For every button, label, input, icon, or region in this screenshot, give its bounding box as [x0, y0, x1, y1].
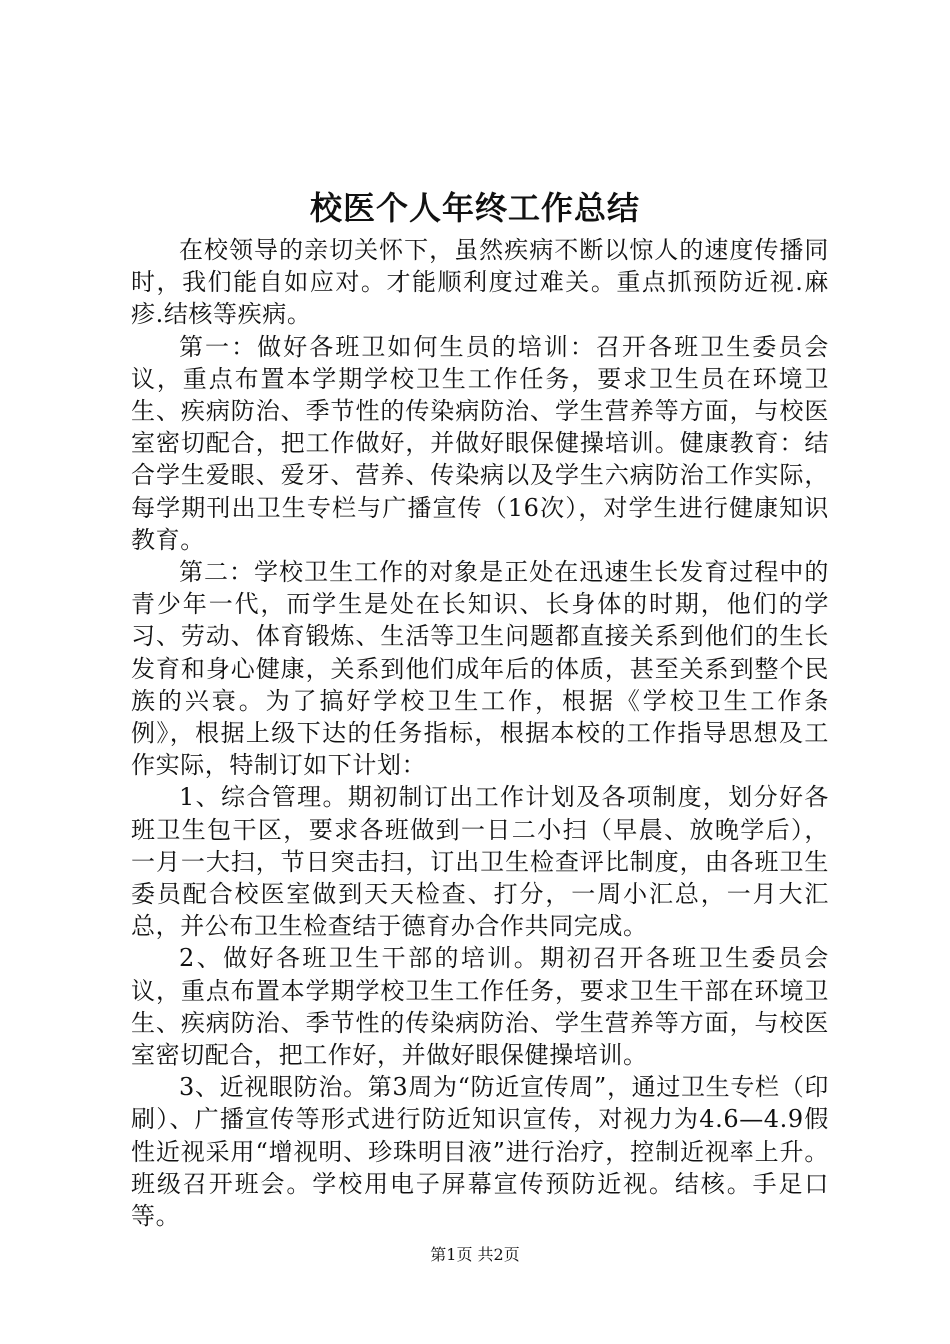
- page-number-footer: 第1页 共2页: [430, 1245, 520, 1264]
- paragraph-item-1: 1、综合管理。期初制订出工作计划及各项制度，划分好各班卫生包干区，要求各班做到一日二小扫（早晨、放晚学后），一月一大扫，节日突击扫，订出卫生检查评比制度，由各班卫生委员配合校医室做到天天检查、打分，一周小汇总，一月大汇总，并公布卫生检查结于德育办合作共同完成。: [131, 783, 829, 941]
- document-body: [131, 234, 829, 1232]
- document-title: 校医个人年终工作总结: [309, 189, 640, 227]
- paragraph-intro: 在校领导的亲切关怀下，虽然疾病不断以惊人的速度传播同时，我们能自如应对。才能顺利度过难关。重点抓预防近视.麻疹.结核等疾病。: [131, 236, 829, 329]
- paragraph-second: 第二：学校卫生工作的对象是正处在迅速生长发育过程中的青少年一代，而学生是处在长知识、长身体的时期，他们的学习、劳动、体育锻炼、生活等卫生问题都直接关系到他们的生长发育和身心健康，关系到他们成年后的体质，甚至关系到整个民族的兴衰。为了搞好学校卫生工作，根据《学校卫生工作条例》，根据上级下达的任务指标，根据本校的工作指导思想及工作实际，特制订如下计划：: [131, 558, 829, 780]
- paragraph-first: 第一：做好各班卫如何生员的培训：召开各班卫生委员会议，重点布置本学期学校卫生工作任务，要求卫生员在环境卫生、疾病防治、季节性的传染病防治、学生营养等方面，与校医室密切配合，把工作做好，并做好眼保健操培训。健康教育：结合学生爱眼、爱牙、营养、传染病以及学生六病防治工作实际，每学期刊出卫生专栏与广播宣传（16次），对学生进行健康知识教育。: [131, 332, 829, 554]
- paragraph-item-3: 3、近视眼防治。第3周为“防近宣传周”，通过卫生专栏（印刷）、广播宣传等形式进行防近知识宣传，对视力为4.6—4.9假性近视采用“增视明、珍珠明目液”进行治疗，控制近视率上升。班级召开班会。学校用电子屏幕宣传预防近视。结核。手足口等。: [131, 1073, 829, 1231]
- paragraph-item-2: 2、做好各班卫生干部的培训。期初召开各班卫生委员会议，重点布置本学期学校卫生工作任务，要求卫生干部在环境卫生、疾病防治、季节性的传染病防治、学生营养等方面，与校医室密切配合，把工作好，并做好眼保健操培训。: [131, 944, 829, 1070]
